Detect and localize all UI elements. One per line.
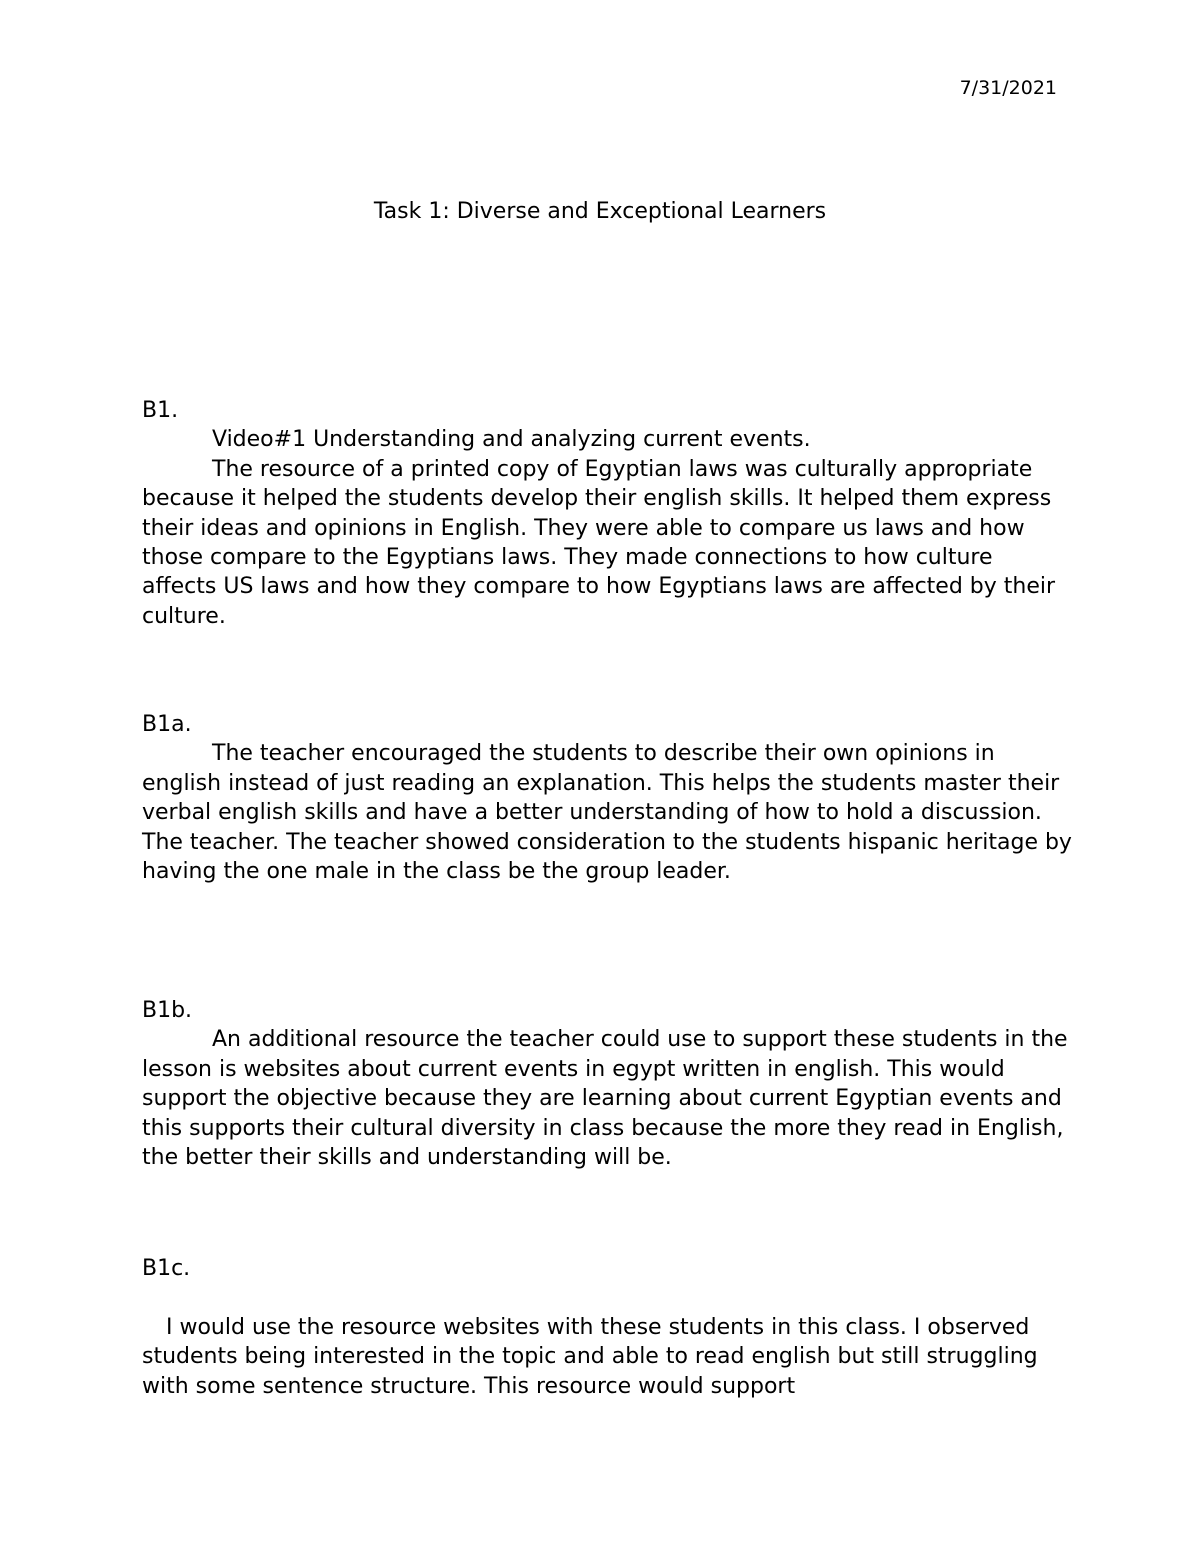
section-b1c <box>142 1254 1072 1401</box>
section-b1-video-line: Video#1 Understanding and analyzing current events. <box>212 427 811 453</box>
document-title: Task 1: Diverse and Exceptional Learners <box>373 199 827 224</box>
section-b1-paragraph: The resource of a printed copy of Egyptian laws was culturally appropriate because it helped the students develop their english skills. It helped them express their ideas and opinions in English. They were able to compare us laws and how those compare to the Egyptians laws. They made connections to how culture affects US laws and how they compare to how Egyptians laws are affected by their culture. <box>142 456 1056 629</box>
section-b1c-spacer <box>142 1283 1072 1312</box>
section-label-b1a: B1a. <box>142 712 192 737</box>
section-b1c-paragraph: I would use the resource websites with these students in this class. I observed students being interested in the topic and able to read english but still struggling with some sentence structure. This resource would support <box>142 1314 1038 1399</box>
section-b1a <box>142 710 1072 886</box>
section-b1b <box>142 996 1072 1172</box>
section-label-b1: B1. <box>142 398 179 423</box>
section-label-b1b: B1b. <box>142 998 193 1023</box>
section-b1a-paragraph: The teacher encouraged the students to describe their own opinions in english instead of just reading an explanation. This helps the students master their verbal english skills and have a better understanding of how to hold a discussion. The teacher. The teacher showed consideration to the students hispanic heritage by having the one male in the class be the group leader. <box>142 741 1072 885</box>
section-label-b1c: B1c. <box>142 1256 191 1281</box>
section-b1b-paragraph: An additional resource the teacher could use to support these students in the lesson is websites about current events in egypt written in english. This would support the objective because they are learning about current Egyptian events and this supports their cultural diversity in class because the more they read in English, the better their skills and understanding will be. <box>142 1027 1068 1171</box>
section-b1 <box>142 396 1072 631</box>
document-date: 7/31/2021 <box>959 77 1057 99</box>
